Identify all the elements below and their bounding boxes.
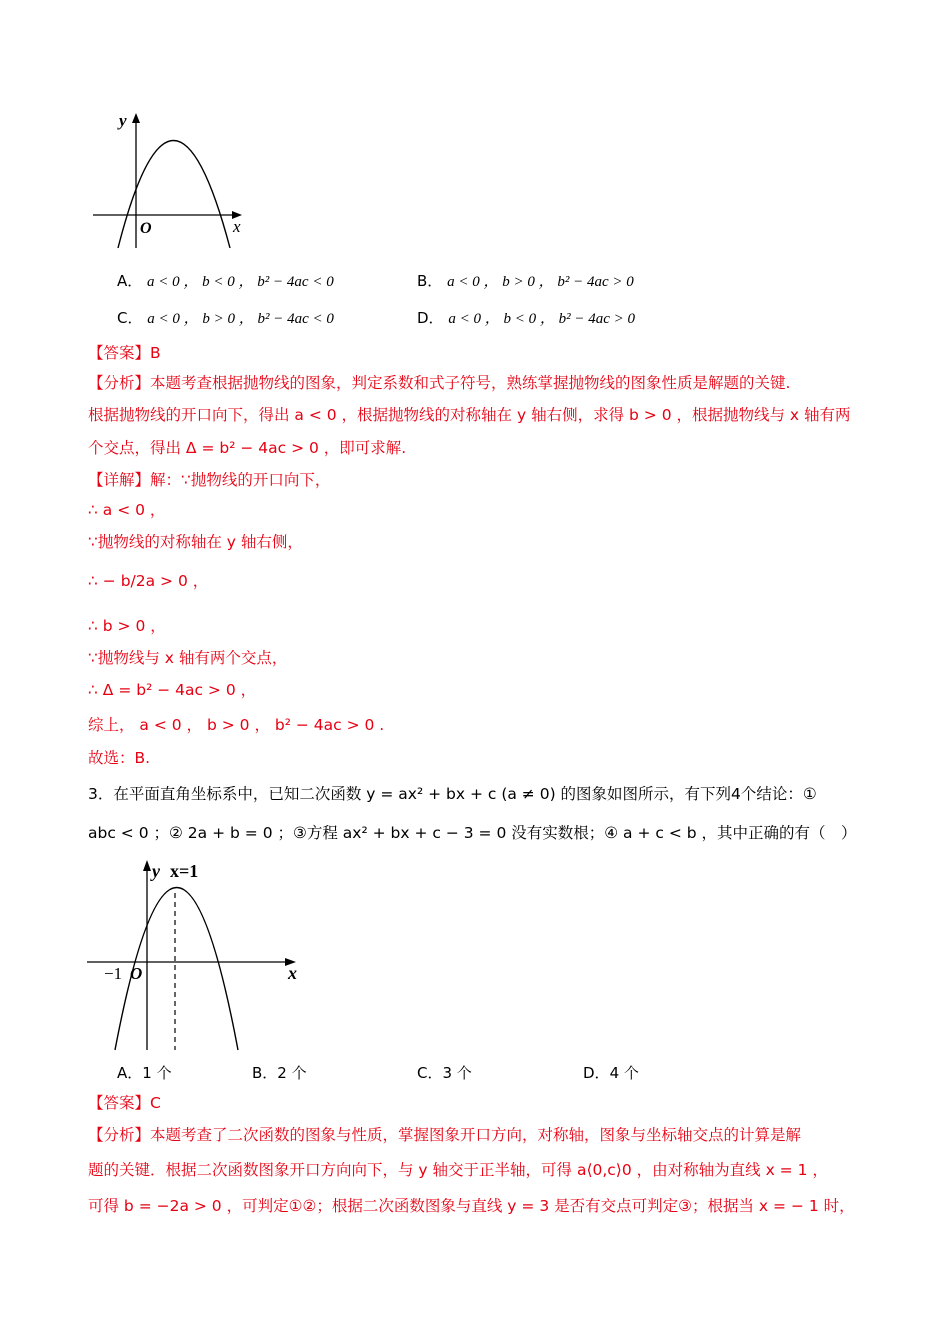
q3-option-c bbox=[417, 1062, 472, 1083]
q2-detail-line-9: 故选：B. bbox=[88, 749, 151, 767]
q3-option-b-text: 2 个 bbox=[277, 1064, 307, 1082]
option-c-label: C． bbox=[117, 309, 143, 327]
graph2-x-label: x bbox=[288, 963, 297, 983]
option-c-math: a < 0 ， b > 0 ， b² − 4ac < 0 bbox=[147, 311, 334, 327]
q2-detail-line-3: ∵抛物线的对称轴在 y 轴右侧， bbox=[88, 533, 303, 551]
q2-analysis-line-1: 【分析】本题考查根据抛物线的图象，判定系数和式子符号，熟练掌握抛物线的图象性质是解题的关键. bbox=[88, 374, 791, 392]
q2-detail-line-2: ∴ a < 0 ， bbox=[88, 501, 166, 519]
option-d bbox=[417, 307, 635, 328]
q2-detail-line-1: 【详解】解：∵抛物线的开口向下， bbox=[88, 471, 331, 489]
q3-option-a-text: 1 个 bbox=[142, 1064, 172, 1082]
q2-analysis-line-2: 根据抛物线的开口向下，得出 a < 0 ，根据抛物线的对称轴在 y 轴右侧，求得 b > 0 ，根据抛物线与 x 轴有两 bbox=[88, 406, 851, 424]
option-d-math: a < 0 ， b < 0 ， b² − 4ac > 0 bbox=[448, 311, 635, 327]
q3-analysis-line-3: 可得 b = −2a > 0 ，可判定①②；根据二次函数图象与直线 y = 3 是否有交点可判定③；根据当 x = − 1 时， bbox=[88, 1197, 855, 1215]
q3-analysis-line-1: 【分析】本题考查了二次函数的图象与性质，掌握图象开口方向，对称轴，图象与坐标轴交点的计算是解 bbox=[88, 1126, 802, 1144]
q2-detail-line-6: ∵抛物线与 x 轴有两个交点， bbox=[88, 649, 288, 667]
graph2-axis-label: x=1 bbox=[170, 861, 199, 881]
option-b-math: a < 0 ， b > 0 ， b² − 4ac > 0 bbox=[447, 274, 634, 290]
q3-option-a bbox=[117, 1062, 172, 1083]
parabola-graph-2 bbox=[82, 855, 322, 1055]
graph2-root-label: −1 bbox=[104, 964, 123, 983]
option-b bbox=[417, 270, 634, 291]
q3-analysis-line-2: 题的关键．根据二次函数图象开口方向向下，与 y 轴交于正半轴，可得 a⟨0,c⟩0 ，由对称轴为直线 x = 1 ， bbox=[88, 1161, 828, 1179]
graph1-origin-label: O bbox=[140, 220, 152, 237]
graph2-origin-label: O bbox=[130, 964, 143, 983]
q3-option-c-text: 3 个 bbox=[442, 1064, 472, 1082]
q3-option-a-label: A． bbox=[117, 1064, 143, 1082]
q3-option-c-label: C． bbox=[417, 1064, 443, 1082]
graph1-y-label: y bbox=[119, 111, 127, 130]
option-a-math: a < 0 ， b < 0 ， b² − 4ac < 0 bbox=[147, 274, 334, 290]
q3-option-d-text: 4 个 bbox=[609, 1064, 639, 1082]
option-c bbox=[117, 307, 334, 328]
q3-stem-line-2: abc < 0 ；② 2a + b = 0 ；③方程 ax² + bx + c − 3 = 0 没有实数根；④ a + c < b ，其中正确的有（ ） bbox=[88, 824, 857, 842]
q2-detail-line-4: ∴ − b/2a > 0 ， bbox=[88, 572, 209, 590]
q3-option-b bbox=[252, 1062, 307, 1083]
q3-answer: 【答案】C bbox=[88, 1094, 161, 1112]
option-a-label: A． bbox=[117, 272, 143, 290]
option-a bbox=[117, 270, 334, 291]
q2-detail-line-5: ∴ b > 0 ， bbox=[88, 617, 166, 635]
graph1-x-label: x bbox=[233, 217, 241, 236]
option-d-label: D． bbox=[417, 309, 444, 327]
q2-detail-line-7: ∴ Δ = b² − 4ac > 0 ， bbox=[88, 681, 257, 699]
graph2-y-label: y bbox=[152, 861, 160, 881]
q3-stem-line-1: 3．在平面直角坐标系中，已知二次函数 y = ax² + bx + c (a ≠ 0) 的图象如图所示，有下列4个结论：① bbox=[88, 785, 817, 803]
q2-detail-line-8: 综上， a < 0 ， b > 0 ， b² − 4ac > 0 . bbox=[88, 716, 385, 734]
q3-option-d-label: D． bbox=[583, 1064, 610, 1082]
q2-answer: 【答案】B bbox=[88, 344, 161, 362]
option-b-label: B． bbox=[417, 272, 443, 290]
q3-option-b-label: B． bbox=[252, 1064, 278, 1082]
q2-analysis-line-3: 个交点，得出 Δ = b² − 4ac > 0 ，即可求解. bbox=[88, 439, 407, 457]
q3-option-d bbox=[583, 1062, 639, 1083]
parabola-graph-1 bbox=[85, 108, 255, 253]
